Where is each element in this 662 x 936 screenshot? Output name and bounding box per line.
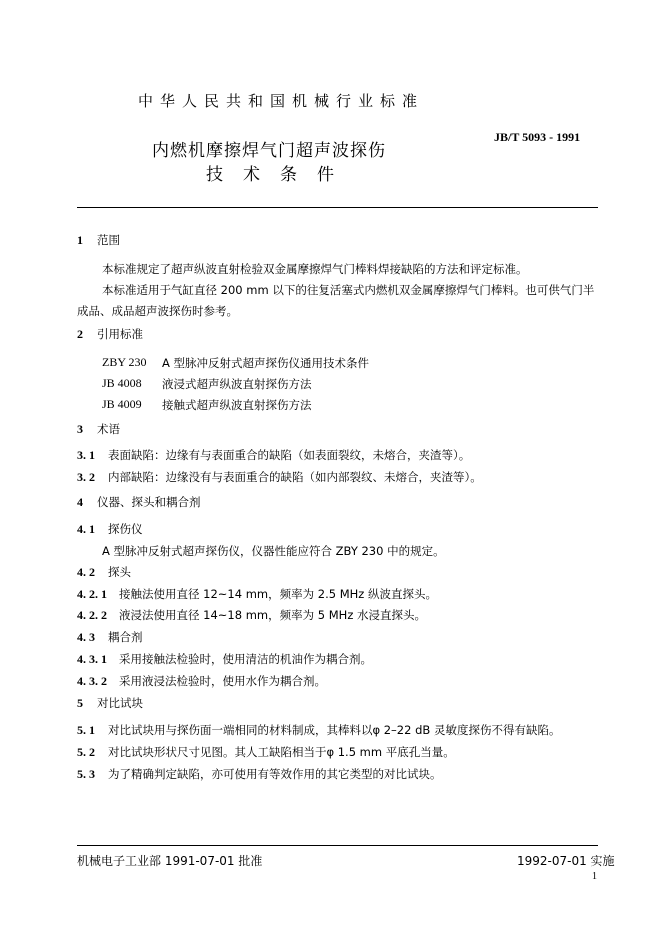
clause-4-2-1 [77, 586, 437, 602]
clause-number: 4. 2. 1 [77, 587, 107, 601]
clause-4-3 [77, 629, 143, 645]
section-title: 引用标准 [97, 327, 143, 341]
clause-4-1 [77, 521, 143, 537]
section-number: 4 [77, 495, 83, 509]
section-number: 2 [77, 327, 83, 341]
clause-text: 表面缺陷：边缘有与表面重合的缺陷（如表面裂纹，未熔合，夹渣等）。 [108, 448, 471, 462]
ref-title: 液浸式超声纵波直射探伤方法 [162, 377, 312, 391]
clause-title: 探伤仪 [108, 522, 143, 536]
section-2-heading [77, 326, 143, 342]
clause-number: 4. 3 [77, 630, 95, 644]
clause-number: 4. 2 [77, 565, 95, 579]
paragraph: 本标准规定了超声纵波直射检验双金属摩擦焊气门棒料焊接缺陷的方法和评定标准。 [102, 262, 528, 276]
section-4-heading [77, 494, 201, 510]
clause-number: 5. 3 [77, 767, 95, 781]
page-number: 1 [592, 871, 597, 882]
footer-divider [77, 845, 598, 846]
section-5-heading [77, 695, 143, 711]
section-title: 仪器、探头和耦合剂 [97, 495, 201, 509]
ref-code: JB 4009 [102, 397, 142, 411]
clause-number: 5. 1 [77, 723, 95, 737]
section-number: 5 [77, 696, 83, 710]
implementation-line: 1992-07-01 实施 [517, 854, 615, 868]
industry-standard-heading: 中华人民共和国机械行业标准 [138, 92, 425, 110]
clause-4-3-2 [77, 673, 326, 689]
paragraph: A 型脉冲反射式超声探伤仪，仪器性能应符合 ZBY 230 中的规定。 [102, 544, 445, 558]
clause-3-2 [77, 469, 482, 485]
clause-title: 耦合剂 [108, 630, 143, 644]
clause-number: 4. 3. 2 [77, 674, 107, 688]
clause-5-2 [77, 744, 455, 760]
section-number: 3 [77, 422, 83, 436]
clause-5-1 [77, 722, 560, 738]
document-title: 内燃机摩擦焊气门超声波探伤 [152, 141, 386, 161]
section-title: 术语 [97, 422, 120, 436]
clause-text: 接触法使用直径 12~14 mm，频率为 2.5 MHz 纵波直探头。 [119, 587, 437, 601]
clause-text: 为了精确判定缺陷，亦可使用有等效作用的其它类型的对比试块。 [108, 767, 442, 781]
clause-number: 4. 1 [77, 522, 95, 536]
standard-number: JB/T 5093 - 1991 [494, 130, 581, 144]
section-3-heading [77, 421, 120, 437]
section-1-heading [77, 232, 120, 248]
ref-code: ZBY 230 [102, 355, 147, 369]
approval-line: 机械电子工业部 1991-07-01 批准 [77, 854, 263, 868]
clause-text: 采用接触法检验时，使用清洁的机油作为耦合剂。 [119, 652, 372, 666]
clause-number: 3. 1 [77, 448, 95, 462]
clause-text: 采用液浸法检验时，使用水作为耦合剂。 [119, 674, 326, 688]
clause-number: 5. 2 [77, 745, 95, 759]
ref-title: A 型脉冲反射式超声探伤仪通用技术条件 [162, 356, 370, 370]
ref-title: 接触式超声纵波直射探伤方法 [162, 398, 312, 412]
clause-4-3-1 [77, 651, 372, 667]
clause-4-2-2 [77, 607, 426, 623]
clause-title: 探头 [108, 565, 131, 579]
clause-number: 3. 2 [77, 470, 95, 484]
clause-text: 液浸法使用直径 14~18 mm，频率为 5 MHz 水浸直探头。 [119, 608, 427, 622]
clause-text: 对比试块形状尺寸见图。其人工缺陷相当于φ 1.5 mm 平底孔当量。 [108, 745, 455, 759]
document-subtitle: 技术条件 [206, 165, 354, 185]
clause-3-1 [77, 447, 470, 463]
header-divider [77, 207, 598, 208]
section-number: 1 [77, 233, 83, 247]
section-title: 对比试块 [97, 696, 143, 710]
clause-text: 内部缺陷：边缘没有与表面重合的缺陷（如内部裂纹、未熔合，夹渣等）。 [108, 470, 482, 484]
clause-text: 对比试块用与探伤面一端相同的材料制成，其棒料以φ 2–22 dB 灵敏度探伤不得有缺陷。 [108, 723, 561, 737]
paragraph: 本标准适用于气缸直径 200 mm 以下的往复活塞式内燃机双金属摩擦焊气门棒料。也可供气门半 [102, 283, 595, 297]
clause-number: 4. 3. 1 [77, 652, 107, 666]
section-title: 范围 [97, 233, 120, 247]
paragraph: 成品、成品超声波探伤时参考。 [77, 304, 238, 318]
clause-4-2 [77, 564, 131, 580]
clause-5-3 [77, 766, 442, 782]
clause-number: 4. 2. 2 [77, 608, 107, 622]
ref-code: JB 4008 [102, 376, 142, 390]
